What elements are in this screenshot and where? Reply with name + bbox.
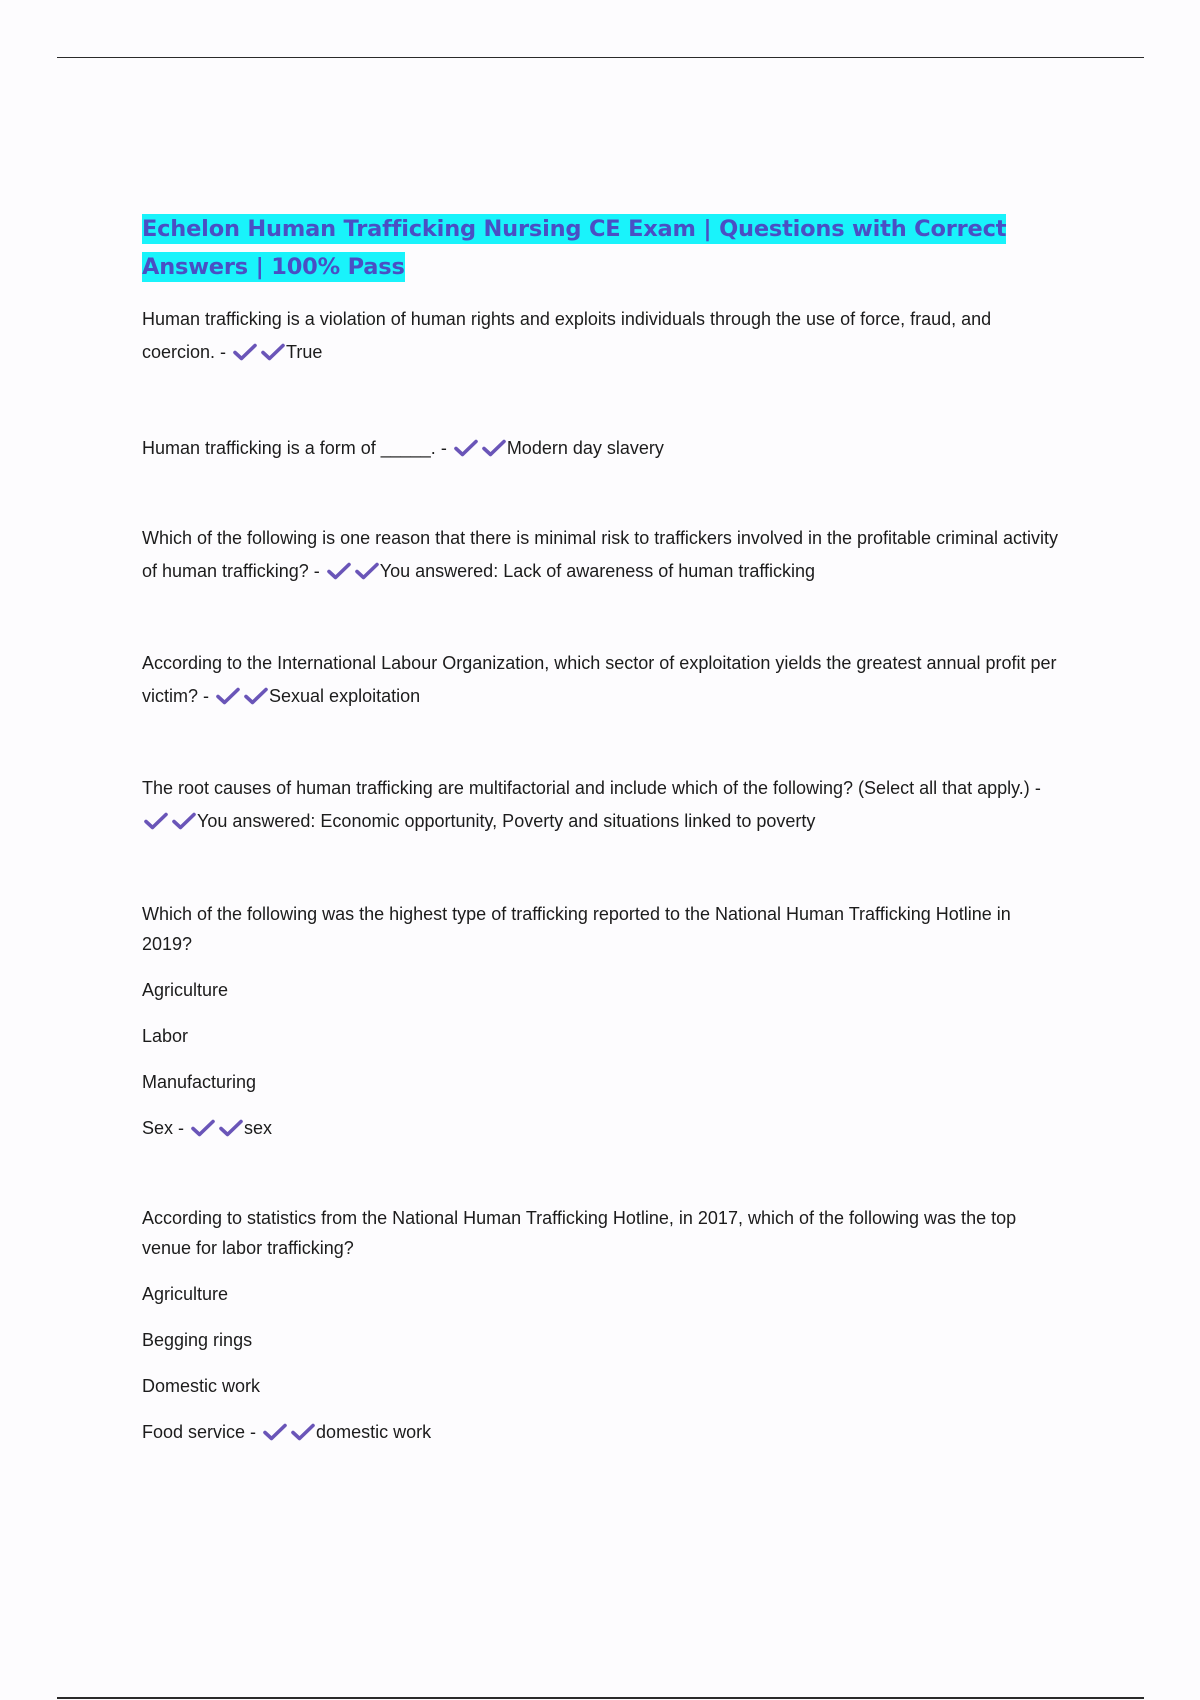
question-text: Human trafficking is a form of _____. bbox=[142, 438, 436, 458]
answer-text: domestic work bbox=[316, 1422, 432, 1442]
checkmark-icon bbox=[216, 687, 240, 705]
checkmark-icon bbox=[191, 1119, 215, 1137]
answer-text: Modern day slavery bbox=[506, 438, 664, 458]
answer-option: Agriculture bbox=[142, 980, 229, 1000]
document-title: Echelon Human Trafficking Nursing CE Exam | Questions with Correct Answers | 100% Pass bbox=[142, 216, 1007, 280]
checkmark-icon bbox=[144, 812, 168, 830]
question-text: Which of the following is one reason that there is minimal risk to traffickers involved in the profitable criminal activity of human trafficking? bbox=[142, 528, 1059, 581]
question-text: Human trafficking is a violation of human rights and exploits individuals through the use of force, fraud, and coercion. bbox=[142, 309, 992, 362]
question-text: The root causes of human trafficking are multifactorial and include which of the following? (Select all that apply.) bbox=[142, 778, 1030, 798]
qa-item: According to the International Labour Organization, which sector of exploitation yields the greatest annual profit per victim? - Sexual exploitation bbox=[142, 653, 1057, 706]
qa-item: Which of the following is one reason that there is minimal risk to traffickers involved in the profitable criminal activity of human trafficking? - You answered: Lack of awareness of human trafficking bbox=[142, 528, 1059, 581]
checkmark-icon bbox=[233, 343, 257, 361]
checkmark-icon bbox=[327, 562, 351, 580]
checkmark-icon bbox=[482, 439, 506, 457]
answer-option: Labor bbox=[142, 1026, 189, 1046]
checkmark-icon bbox=[291, 1423, 315, 1441]
answer-option-final: Sex - sex bbox=[142, 1118, 273, 1138]
question-text: According to the International Labour Organization, which sector of exploitation yields the greatest annual profit per victim? bbox=[142, 653, 1057, 706]
qa-item: The root causes of human trafficking are multifactorial and include which of the following? (Select all that apply.) - You answered: Economic opportunity, Poverty and situations linked to poverty bbox=[142, 778, 1041, 831]
answer-text: You answered: Economic opportunity, Poverty and situations linked to poverty bbox=[197, 811, 816, 831]
checkmark-icon bbox=[244, 687, 268, 705]
qa-item bbox=[142, 1203, 1062, 1447]
question-text: According to statistics from the National Human Trafficking Hotline, in 2017, which of the following was the top venue for labor trafficking? bbox=[142, 1208, 1017, 1258]
qa-item: Human trafficking is a form of _____. - Modern day slavery bbox=[142, 438, 664, 458]
footer-rule bbox=[57, 1697, 1144, 1699]
answer-option-final: Food service - domestic work bbox=[142, 1422, 432, 1442]
answer-text: Sexual exploitation bbox=[269, 686, 421, 706]
answer-option: Domestic work bbox=[142, 1376, 261, 1396]
answer-option: Sex bbox=[142, 1118, 174, 1138]
answer-text: You answered: Lack of awareness of human trafficking bbox=[379, 561, 816, 581]
answer-option: Agriculture bbox=[142, 1284, 229, 1304]
answer-text: sex bbox=[244, 1118, 273, 1138]
checkmark-icon bbox=[355, 562, 379, 580]
question-text: Which of the following was the highest type of trafficking reported to the National Human Trafficking Hotline in 2019? bbox=[142, 904, 1011, 954]
qa-item: Human trafficking is a violation of human rights and exploits individuals through the use of force, fraud, and coercion. - True bbox=[142, 309, 992, 362]
answer-option: Begging rings bbox=[142, 1330, 253, 1350]
answer-option: Manufacturing bbox=[142, 1072, 257, 1092]
checkmark-icon bbox=[261, 343, 285, 361]
answer-text: True bbox=[286, 342, 323, 362]
checkmark-icon bbox=[454, 439, 478, 457]
checkmark-icon bbox=[263, 1423, 287, 1441]
answer-option: Food service bbox=[142, 1422, 246, 1442]
checkmark-icon bbox=[219, 1119, 243, 1137]
qa-item bbox=[142, 899, 1062, 1143]
document-body bbox=[142, 210, 1062, 1447]
header-rule bbox=[57, 57, 1144, 58]
checkmark-icon bbox=[172, 812, 196, 830]
